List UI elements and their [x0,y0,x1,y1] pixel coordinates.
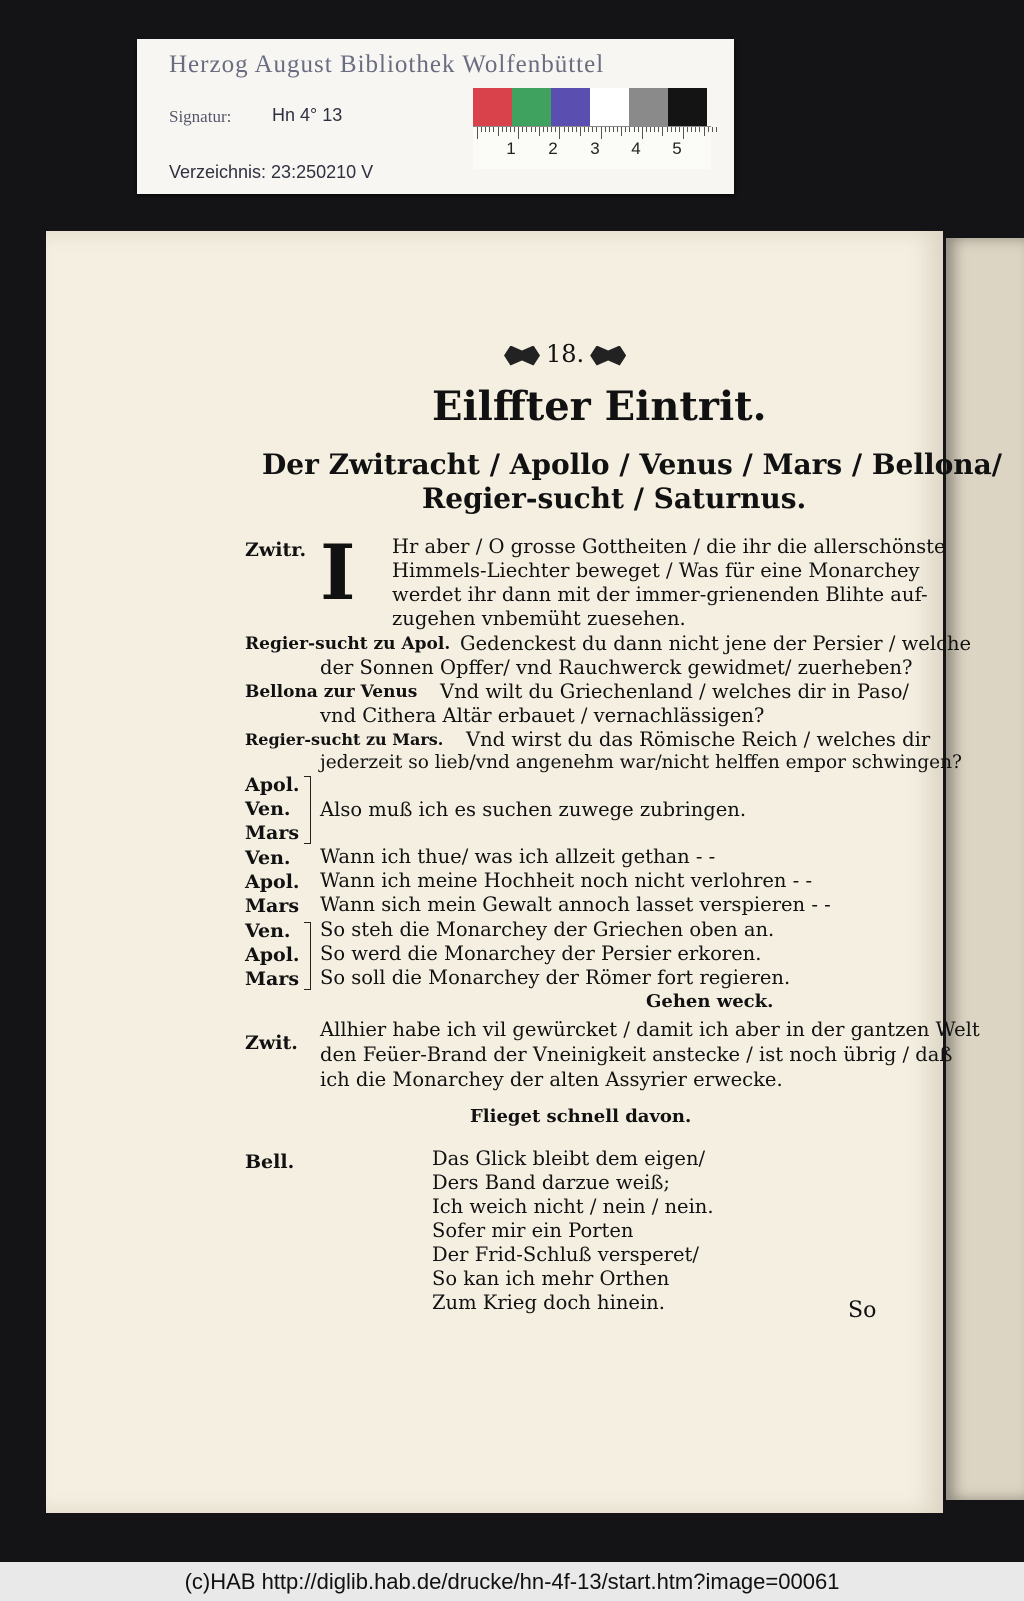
ruler-tick [592,127,593,132]
subtitle-line: Der Zwitracht / Apollo / Venus / Mars / Bellona/ [262,448,1003,481]
stage-direction: Gehen weck. [646,991,774,1012]
ruler-tick [526,127,527,132]
ruler-tick [679,127,680,132]
ruler-tick [510,127,511,132]
text-line: Wann ich thue/ was ich allzeit gethan - - [320,845,716,868]
color-calibration-bar [473,88,707,126]
verse-line: So kan ich mehr Orthen [432,1267,670,1290]
ruler-tick [646,127,647,132]
brace [304,922,311,990]
speaker: Ven. [245,798,291,820]
ruler-tick [654,127,655,132]
page-number-text: 18. [546,340,585,368]
ruler-tick [531,127,532,132]
speaker: Ven. [245,920,291,942]
speaker: Bellona zur Venus [245,682,418,702]
ruler-tick [712,127,713,132]
speaker: Bell. [245,1151,295,1173]
speaker: Mars [245,895,300,917]
footer-citation: (c)HAB http://diglib.hab.de/drucke/hn-4f-13/start.htm?image=00061 [0,1562,1024,1601]
speaker: Mars [245,822,300,844]
ornament-left-icon [504,346,540,366]
text-line: Wann sich mein Gewalt annoch lasset verspieren - - [320,893,831,916]
ruler-tick [543,127,544,132]
page-number [498,340,632,368]
library-name: Herzog August Bibliothek Wolfenbüttel [169,51,605,78]
text-line: zugehen vnbemüht zuesehen. [392,607,686,630]
speaker: Zwitr. [245,539,307,561]
ruler-tick [605,127,606,132]
speaker: Apol. [245,774,300,796]
ruler-tick [634,127,635,132]
ruler-tick [629,127,630,132]
ruler-tick [489,127,490,132]
text-line: So steh die Monarchey der Griechen oben an. [320,918,775,941]
speaker: Zwit. [245,1032,298,1054]
ruler-tick [588,127,589,132]
ruler-tick [514,127,515,132]
ruler-tick [576,127,577,132]
ruler-tick [691,127,692,132]
ruler-tick [584,127,585,132]
speaker: Mars [245,968,300,990]
ruler-tick [601,127,602,139]
verse-line: Das Glick bleibt dem eigen/ [432,1147,706,1170]
ruler-tick [502,127,503,132]
ruler-tick [555,127,556,132]
color-patch [512,88,551,126]
text-line: Vnd wirst du das Römische Reich / welches dir [466,728,931,751]
verse-line: Sofer mir ein Porten [432,1219,634,1242]
text-line: Wann ich meine Hochheit noch nicht verlohren - - [320,869,813,892]
verse-line: Ich weich nicht / nein / nein. [432,1195,714,1218]
brace [304,776,311,844]
ruler-tick [498,127,499,136]
ruler-tick [716,127,717,132]
ruler-number: 3 [590,139,600,158]
color-patch [590,88,629,126]
ruler-tick [568,127,569,132]
text-line: werdet ihr dann mit der immer-grienenden Blihte auf- [392,583,928,606]
speaker: Regier-sucht zu Apol. [245,634,451,654]
color-patch [473,88,512,126]
ruler-tick [708,127,709,132]
ruler-tick [518,127,519,139]
catchword: So [848,1298,877,1323]
verse-line: Ders Band darzue weiß; [432,1171,670,1194]
ruler-tick [485,127,486,132]
text-line: den Feüer-Brand der Vneinigkeit anstecke / ist noch übrig / daß [320,1043,953,1066]
verse-line: Zum Krieg doch hinein. [432,1291,665,1314]
ruler-tick [596,127,597,132]
ruler-tick [613,127,614,132]
page-heading: Eilffter Eintrit. [432,383,767,430]
ruler-tick [642,127,643,139]
ruler-tick [662,127,663,136]
text-line: Gedenckest du dann nicht jene der Persier / welche [460,632,972,655]
ruler-tick [506,127,507,132]
ruler-tick [559,127,560,139]
ruler-tick [671,127,672,132]
speaker: Apol. [245,944,300,966]
ruler-number: 5 [672,139,682,158]
ruler-tick [481,127,482,132]
ruler-number: 1 [506,139,516,158]
ruler-tick [687,127,688,132]
signatur-label: Signatur: [169,107,232,126]
library-card [137,39,734,194]
text-line: der Sonnen Opffer/ vnd Rauchwerck gewidmet/ zuerheben? [320,656,913,679]
ruler-number: 2 [548,139,558,158]
verse-line: Der Frid-Schluß versperet/ [432,1243,699,1266]
text-line: So soll die Monarchey der Römer fort regieren. [320,966,791,989]
speaker: Ven. [245,847,291,869]
verzeichnis: Verzeichnis: 23:250210 V [169,162,374,182]
ruler-tick [539,127,540,136]
ruler-tick [547,127,548,132]
ruler-tick [704,127,705,136]
text-line: vnd Cithera Altär erbauet / vernachlässigen? [320,704,765,727]
ruler-tick [580,127,581,136]
color-patch [629,88,668,126]
text-line: Himmels-Liechter beweget / Was für eine Monarchey [392,559,920,582]
ruler-number: 4 [631,139,641,158]
text-line: Vnd wilt du Griechenland / welches dir in Paso/ [440,680,909,703]
ruler-tick [564,127,565,132]
ruler-tick [493,127,494,132]
ruler-tick [638,127,639,132]
text-line: Also muß ich es suchen zuwege zubringen. [320,798,747,821]
ruler-tick [551,127,552,132]
text-line: Hr aber / O grosse Gottheiten / die ihr die allerschönste [392,535,946,558]
drop-cap: I [320,528,356,617]
stage-direction: Flieget schnell davon. [470,1106,692,1127]
scale-ruler [473,126,711,169]
ruler-tick [477,127,478,139]
color-patch [551,88,590,126]
ruler-tick [695,127,696,132]
next-page-edge [946,238,1024,1500]
ruler-tick [683,127,684,139]
color-patch [668,88,707,126]
text-line: Allhier habe ich vil gewürcket / damit ich aber in der gantzen Welt [320,1018,980,1041]
ruler-tick [609,127,610,132]
ruler-tick [621,127,622,136]
ruler-tick [522,127,523,132]
ruler-tick [617,127,618,132]
ruler-tick [675,127,676,132]
speaker: Apol. [245,871,300,893]
text-line: So werd die Monarchey der Persier erkoren. [320,942,762,965]
speaker: Regier-sucht zu Mars. [245,730,444,749]
ruler-tick [667,127,668,132]
text-line: jederzeit so lieb/vnd angenehm war/nicht helffen empor schwingen? [320,752,962,773]
ornament-right-icon [590,346,626,366]
text-line: ich die Monarchey der alten Assyrier erwecke. [320,1068,783,1091]
ruler-tick [625,127,626,132]
ruler-tick [572,127,573,132]
subtitle-line: Regier-sucht / Saturnus. [422,482,807,515]
ruler-tick [699,127,700,132]
ruler-tick [535,127,536,132]
ruler-tick [650,127,651,132]
signatur-value: Hn 4° 13 [272,105,343,125]
ruler-tick [658,127,659,132]
